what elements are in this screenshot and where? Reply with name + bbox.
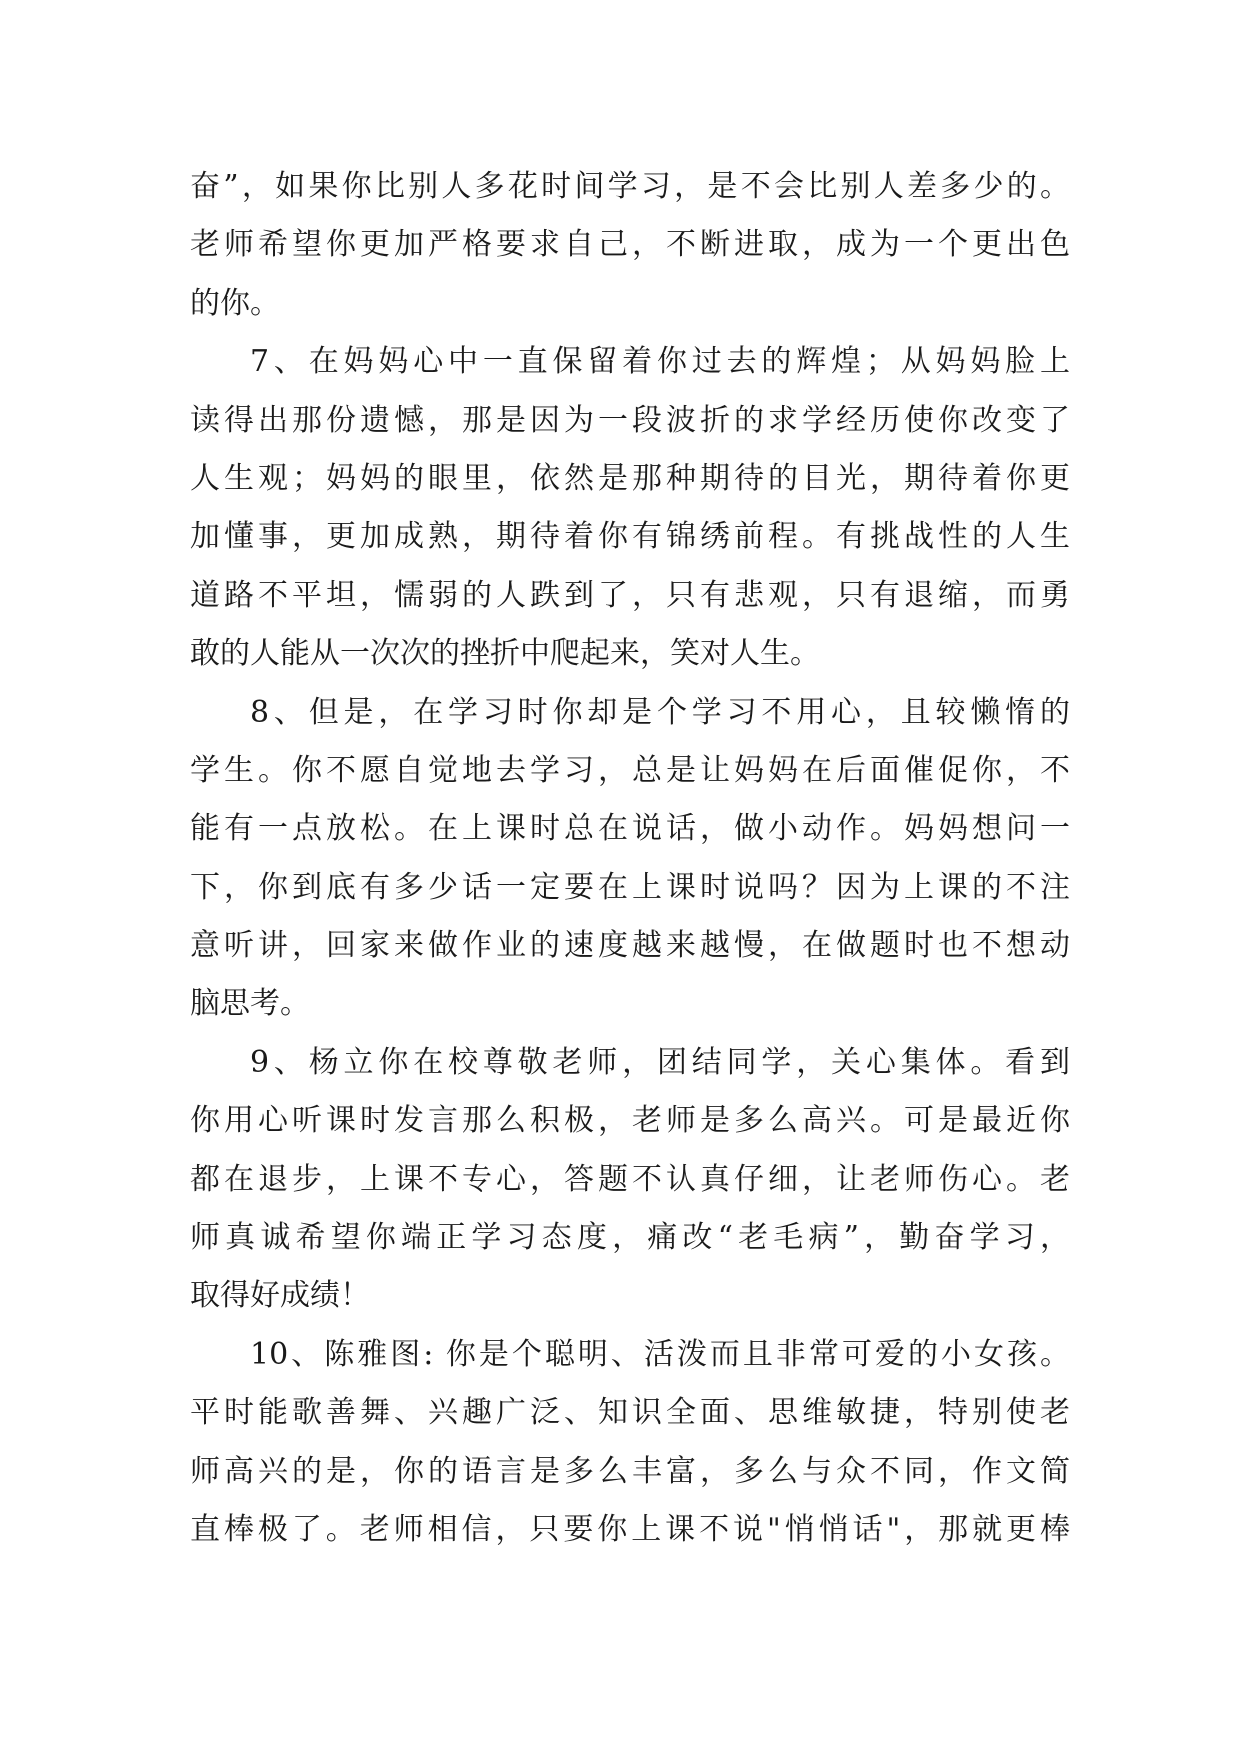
document-body	[190, 158, 1070, 1559]
text-line: 老师希望你更加严格要求自己，不断进取，成为一个更出色	[190, 227, 1070, 263]
text-line: 师真诚希望你端正学习态度，痛改“老毛病”，勤奋学习，	[190, 1220, 1070, 1256]
paragraph-item-9	[190, 1034, 1070, 1326]
text-line: 8、但是，在学习时你却是个学习不用心，且较懒惰的	[250, 694, 1070, 730]
text-line: 奋”，如果你比别人多花时间学习，是不会比别人差多少的。	[190, 169, 1070, 204]
text-line: 7、在妈妈心中一直保留着你过去的辉煌；从妈妈脸上	[250, 344, 1070, 380]
text-line: 的你。	[190, 285, 280, 321]
text-line: 10、陈雅图: 你是个聪明、活泼而且非常可爱的小女孩。	[250, 1336, 1070, 1372]
text-line: 9、杨立你在校尊敬老师，团结同学，关心集体。看到	[250, 1044, 1070, 1080]
text-line: 直棒极了。老师相信，只要你上课不说"悄悄话"，那就更棒	[190, 1511, 1070, 1547]
paragraph-item-8	[190, 684, 1070, 1034]
text-line: 平时能歌善舞、兴趣广泛、知识全面、思维敏捷，特别使老	[190, 1395, 1070, 1431]
text-line: 读得出那份遗憾，那是因为一段波折的求学经历使你改变了	[190, 402, 1070, 438]
text-line: 学生。你不愿自觉地去学习，总是让妈妈在后面催促你，不	[190, 752, 1070, 788]
text-line: 能有一点放松。在上课时总在说话，做小动作。妈妈想问一	[190, 811, 1070, 847]
text-line: 敢的人能从一次次的挫折中爬起来，笑对人生。	[190, 636, 820, 672]
text-line: 意听讲，回家来做作业的速度越来越慢，在做题时也不想动	[190, 928, 1070, 964]
text-line: 脑思考。	[190, 986, 310, 1022]
paragraph-item-7	[190, 333, 1070, 683]
text-line: 人生观；妈妈的眼里，依然是那种期待的目光，期待着你更	[190, 460, 1070, 496]
text-line: 下，你到底有多少话一定要在上课时说吗？因为上课的不注	[190, 869, 1070, 905]
paragraph-item-10	[190, 1326, 1070, 1560]
text-line: 你用心听课时发言那么积极，老师是多么高兴。可是最近你	[190, 1103, 1070, 1139]
text-line: 师高兴的是，你的语言是多么丰富，多么与众不同，作文简	[190, 1453, 1070, 1489]
paragraph-continuation	[190, 158, 1070, 333]
text-line: 加懂事，更加成熟，期待着你有锦绣前程。有挑战性的人生	[190, 519, 1070, 555]
text-line: 都在退步，上课不专心，答题不认真仔细，让老师伤心。老	[190, 1161, 1070, 1197]
text-line: 取得好成绩！	[190, 1278, 370, 1314]
text-line: 道路不平坦，懦弱的人跌到了，只有悲观，只有退缩，而勇	[190, 577, 1070, 613]
